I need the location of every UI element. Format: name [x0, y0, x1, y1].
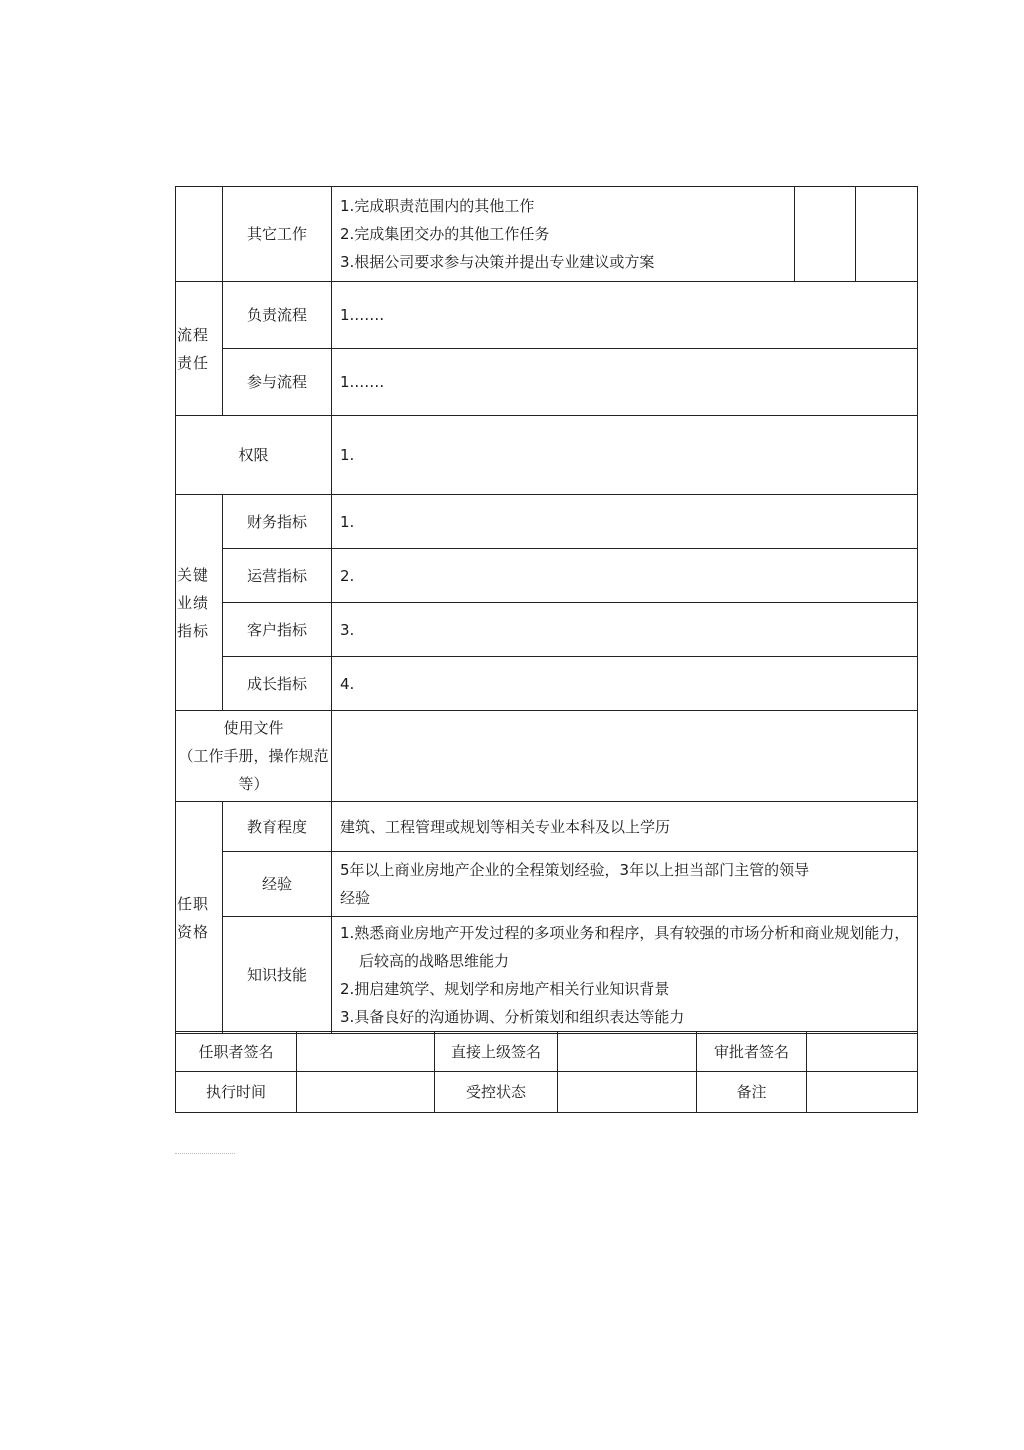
- kpi-category: 关键 业绩 指标: [176, 495, 223, 711]
- control-status-field: [558, 1072, 697, 1113]
- authority-row: [176, 416, 918, 495]
- kpi-row: [176, 495, 918, 549]
- experience-row: [176, 852, 918, 917]
- other-work-extra-cell: [856, 187, 918, 282]
- approver-label: 审批者签名: [697, 1032, 807, 1072]
- remarks-label: 备注: [697, 1072, 807, 1113]
- other-work-label: 其它工作: [223, 187, 332, 282]
- education-label: 教育程度: [223, 802, 332, 852]
- kpi-value: 1.: [332, 495, 918, 549]
- authority-label: 权限: [176, 416, 332, 495]
- execution-time-field: [297, 1072, 435, 1113]
- kpi-row: [176, 603, 918, 657]
- documents-label: 使用文件 （工作手册，操作规范 等）: [176, 711, 332, 802]
- skill-item: 3.具备良好的沟通协调、分析策划和组织表达等能力: [340, 1008, 685, 1026]
- process-label: 负责流程: [223, 282, 332, 349]
- experience-value: 5年以上商业房地产企业的全程策划经验，3年以上担当部门主管的领导 经验: [332, 852, 918, 917]
- process-label: 参与流程: [223, 349, 332, 416]
- supervisor-field: [558, 1032, 697, 1072]
- other-work-extra-cell: [795, 187, 856, 282]
- process-value: 1.……: [332, 282, 918, 349]
- skills-row: [176, 917, 918, 1034]
- remarks-field: [807, 1072, 918, 1113]
- approver-field: [807, 1032, 918, 1072]
- process-value: 1.……: [332, 349, 918, 416]
- supervisor-label: 直接上级签名: [435, 1032, 558, 1072]
- skill-item: 2.拥启建筑学、规划学和房地产相关行业知识背景: [340, 980, 670, 998]
- other-work-category-cell: [176, 187, 223, 282]
- execution-time-label: 执行时间: [176, 1072, 297, 1113]
- experience-label: 经验: [223, 852, 332, 917]
- skills-value: [332, 917, 918, 1034]
- process-row: [176, 349, 918, 416]
- job-description-table: [175, 186, 918, 1034]
- documents-row: [176, 711, 918, 802]
- authority-value: 1.: [332, 416, 918, 495]
- signature-row: [176, 1072, 918, 1113]
- qualification-category: 任职 资格: [176, 802, 223, 1034]
- signature-table: [175, 1031, 918, 1113]
- other-work-item: 3.根据公司要求参与决策并提出专业建议或方案: [340, 253, 655, 271]
- process-row: [176, 282, 918, 349]
- kpi-value: 4.: [332, 657, 918, 711]
- education-value: 建筑、工程管理或规划等相关专业本科及以上学历: [332, 802, 918, 852]
- control-status-label: 受控状态: [435, 1072, 558, 1113]
- other-work-row: [176, 187, 918, 282]
- kpi-label: 客户指标: [223, 603, 332, 657]
- process-category: 流程 责任: [176, 282, 223, 416]
- kpi-row: [176, 657, 918, 711]
- other-work-content: [332, 187, 795, 282]
- kpi-label: 运营指标: [223, 549, 332, 603]
- other-work-item: 1.完成职责范围内的其他工作: [340, 197, 535, 215]
- kpi-row: [176, 549, 918, 603]
- kpi-label: 财务指标: [223, 495, 332, 549]
- kpi-value: 3.: [332, 603, 918, 657]
- signer-field: [297, 1032, 435, 1072]
- other-work-item: 2.完成集团交办的其他工作任务: [340, 225, 550, 243]
- kpi-value: 2.: [332, 549, 918, 603]
- signature-row: [176, 1032, 918, 1072]
- footer-dotted-mark: [175, 1153, 235, 1156]
- skill-item: 1.熟悉商业房地产开发过程的多项业务和程序，具有较强的市场分析和商业规划能力，后较高的战略思维能力: [340, 924, 910, 970]
- documents-value: [332, 711, 918, 802]
- education-row: [176, 802, 918, 852]
- kpi-label: 成长指标: [223, 657, 332, 711]
- signer-label: 任职者签名: [176, 1032, 297, 1072]
- skills-label: 知识技能: [223, 917, 332, 1034]
